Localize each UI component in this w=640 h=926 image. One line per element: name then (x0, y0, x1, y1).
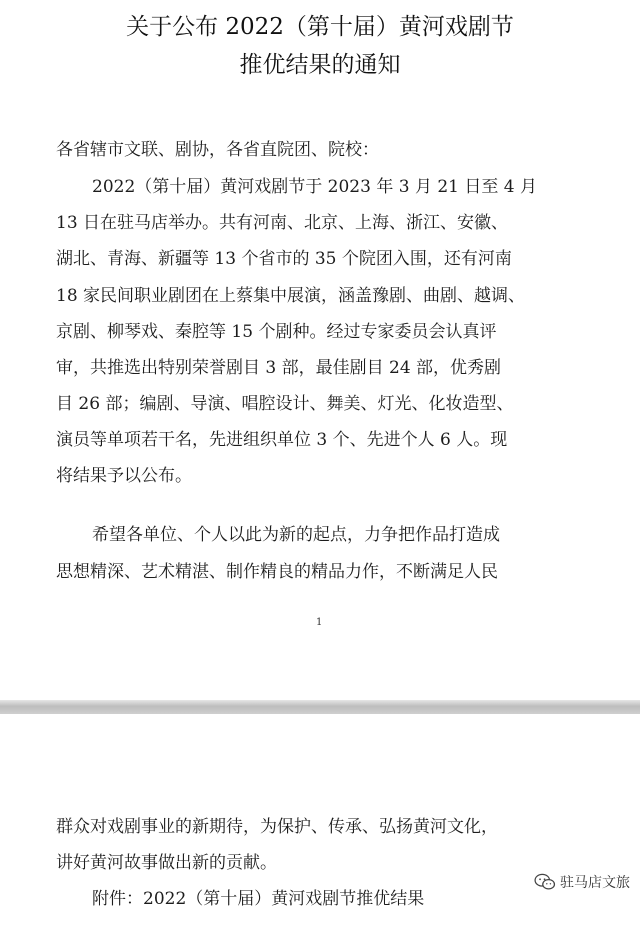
paragraph-line: 审，共推选出特别荣誉剧目 3 部，最佳剧目 24 部，优秀剧 (56, 358, 502, 378)
paragraph-line: 将结果予以公布。 (56, 466, 192, 486)
paragraph-line: 讲好黄河故事做出新的贡献。 (56, 853, 277, 873)
paragraph-line: 湖北、青海、新疆等 13 个省市的 35 个院团入围，还有河南 (56, 249, 512, 269)
page-divider (0, 700, 640, 714)
paragraph-line: 思想精深、艺术精湛、制作精良的精品力作，不断满足人民 (56, 562, 498, 582)
watermark-text: 驻马店文旅 (560, 875, 630, 891)
paragraph-line: 2022（第十届）黄河戏剧节于 2023 年 3 月 21 日至 4 月 (92, 177, 538, 197)
paragraph-line: 京剧、柳琴戏、秦腔等 15 个剧种。经过专家委员会认真评 (56, 322, 497, 342)
paragraph-line: 演员等单项若干名，先进组织单位 3 个、先进个人 6 人。现 (56, 430, 508, 450)
salutation: 各省辖市文联、剧协，各省直院团、院校： (56, 140, 379, 160)
paragraph-line: 群众对戏剧事业的新期待，为保护、传承、弘扬黄河文化， (56, 817, 498, 837)
document-page-2 (0, 714, 640, 926)
paragraph-line: 希望各单位、个人以此为新的起点，力争把作品打造成 (92, 525, 500, 545)
wechat-icon (534, 873, 556, 891)
page-number: 1 (316, 617, 323, 628)
paragraph-line: 13 日在驻马店举办。共有河南、北京、上海、浙江、安徽、 (56, 213, 509, 233)
document-title-line-1: 关于公布 2022（第十届）黄河戏剧节 (126, 14, 514, 40)
attachment-line: 附件：2022（第十届）黄河戏剧节推优结果 (92, 889, 425, 909)
paragraph-line: 18 家民间职业剧团在上蔡集中展演，涵盖豫剧、曲剧、越调、 (56, 286, 526, 306)
document-title-line-2: 推优结果的通知 (239, 52, 401, 78)
watermark (534, 872, 630, 892)
paragraph-line: 目 26 部；编剧、导演、唱腔设计、舞美、灯光、化妆造型、 (56, 394, 514, 414)
